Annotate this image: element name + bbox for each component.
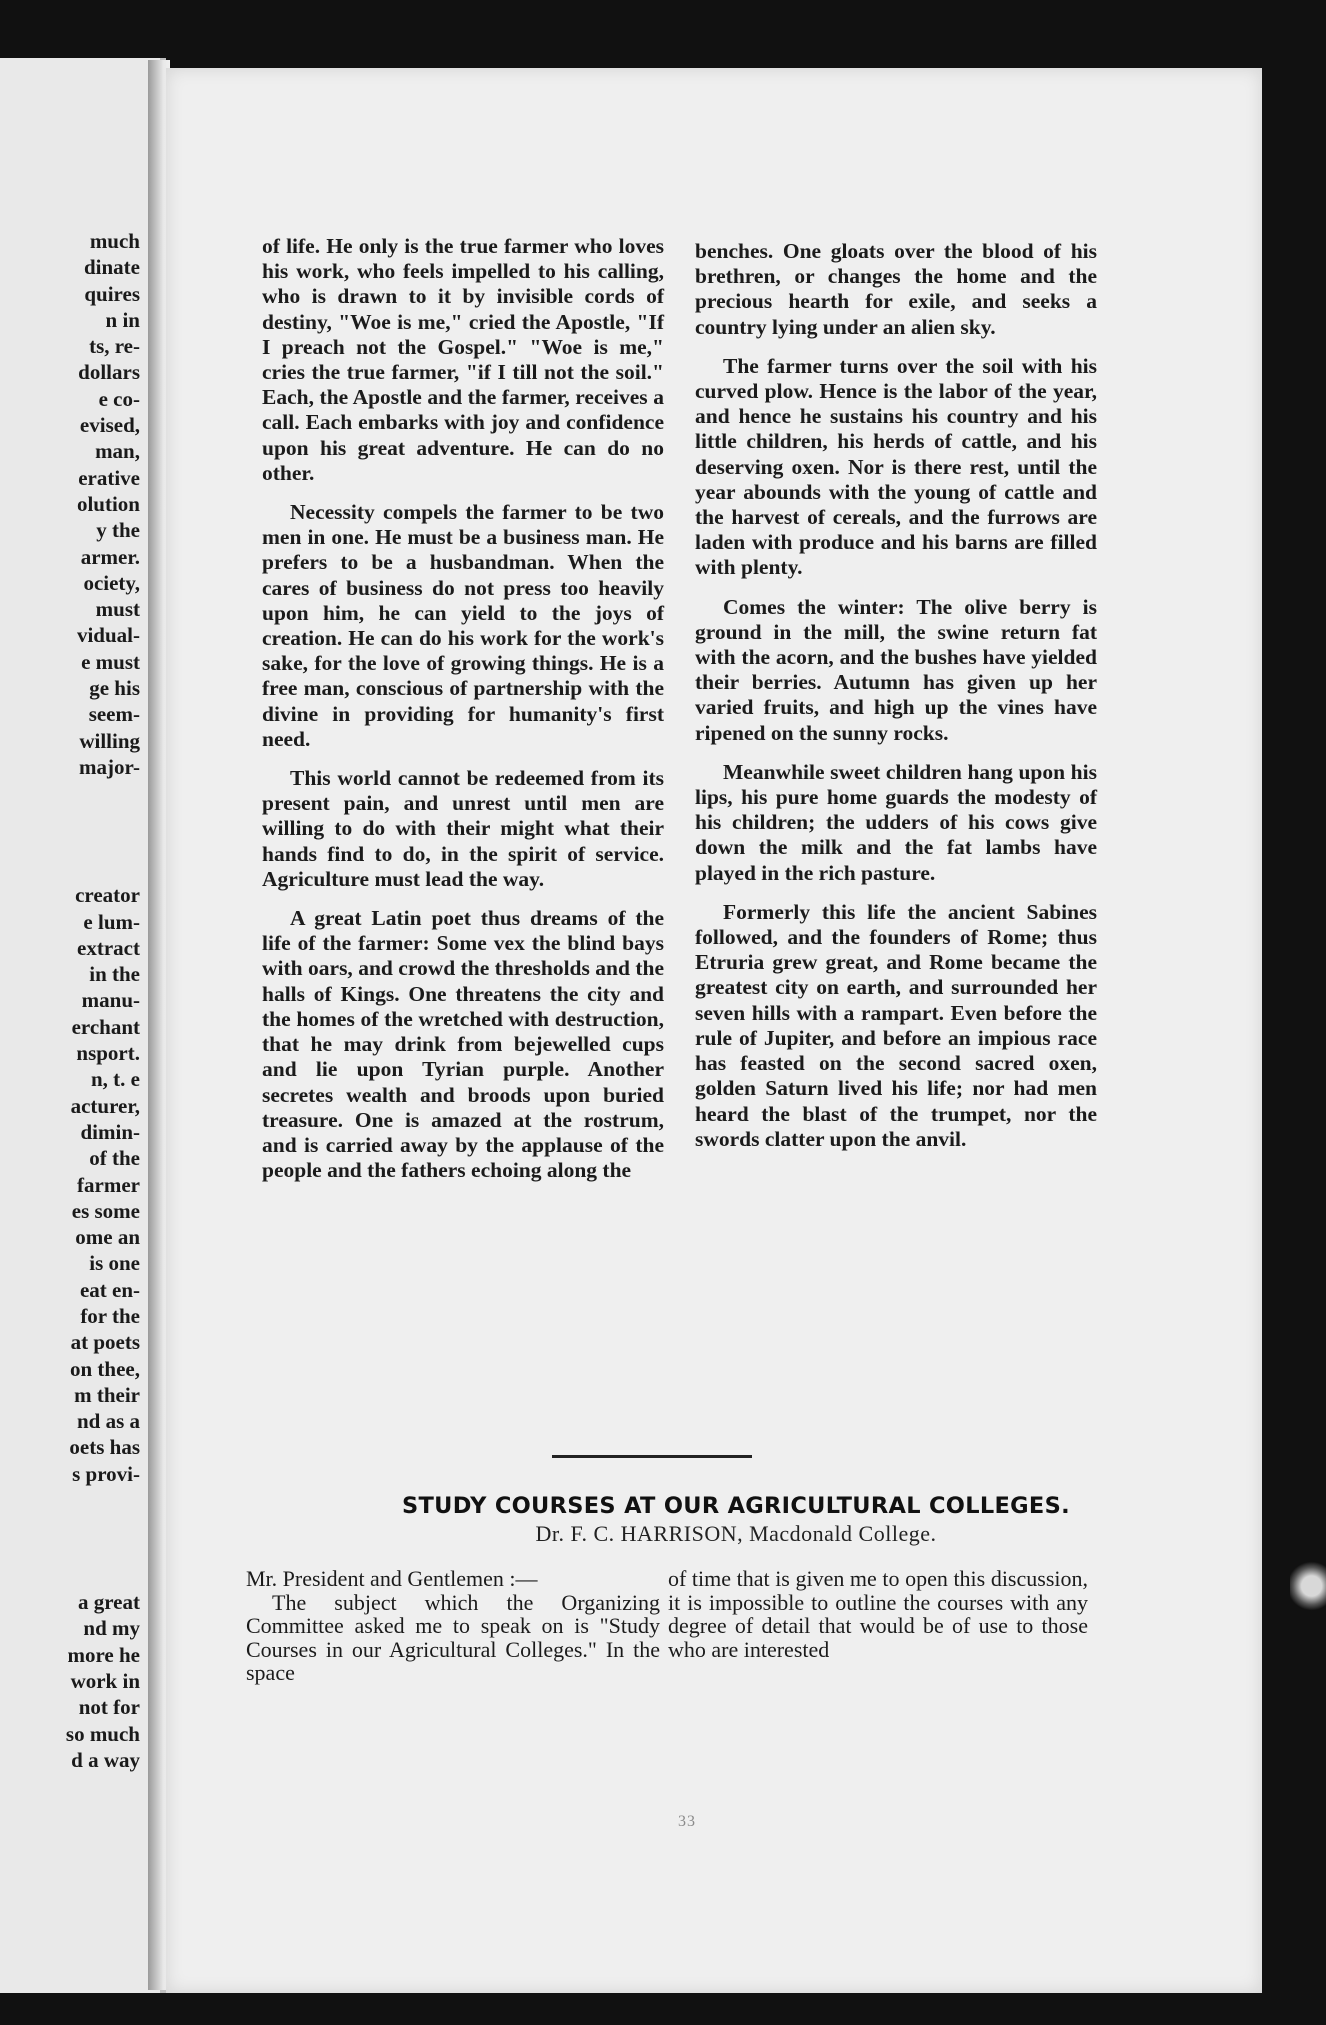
facing-page-line: e lum- [83, 909, 140, 934]
facing-page-line: vidual- [76, 623, 140, 648]
facing-page [0, 58, 166, 1993]
facing-page-line: quires [84, 281, 140, 306]
text-column-right [695, 239, 1097, 1166]
facing-page-line: in the [89, 962, 140, 987]
facing-page-line: ge his [89, 676, 140, 701]
text-column-left [262, 234, 664, 1197]
facing-page-line: n in [105, 307, 140, 332]
facing-page-line: creator [75, 883, 140, 908]
facing-page-line: evised, [79, 413, 140, 438]
facing-page-line: dollars [78, 360, 140, 385]
facing-page-line: erative [78, 465, 140, 490]
facing-page-line: eat en- [79, 1277, 140, 1302]
facing-page-line: for the [80, 1303, 140, 1328]
facing-page-line: more he [67, 1642, 140, 1667]
salutation: Mr. President and Gentlemen :— [246, 1566, 538, 1591]
facing-page-line: nsport. [76, 1041, 140, 1066]
facing-page-line: is one [89, 1251, 140, 1276]
facing-page-line: work in [70, 1668, 140, 1693]
main-page [166, 68, 1262, 1993]
facing-page-line: ts, re- [89, 334, 140, 359]
facing-page-line: of the [89, 1146, 140, 1171]
facing-page-line: erchant [71, 1014, 140, 1039]
scan-artifact [1290, 1560, 1326, 1612]
facing-page-line: not for [78, 1695, 140, 1720]
paragraph: Necessity compels the farmer to be two men in one. He must be a business man. He prefers to be a husbandman. When the cares of business do not press too heavily upon him, he can yield to the joys of creation. He can do his work for the work's sake, for the love of growing things. He is a free man, conscious of partnership with the divine in providing for humanity's first need. [262, 500, 664, 751]
facing-page-line: y the [96, 518, 140, 543]
facing-page-line: s provi- [72, 1461, 140, 1486]
facing-page-line: oets has [69, 1435, 140, 1460]
facing-page-line: es some [71, 1198, 140, 1223]
facing-page-line: dimin- [80, 1119, 140, 1144]
paragraph: of life. He only is the true farmer who loves his work, who feels impelled to his calling, who is drawn to it by invisible cords of destiny, "Woe is me," cried the Apostle, "If I preach not the Gospel." "Woe is me," cries the true farmer, "if I till not the soil." Each, the Apostle and the farmer, receives a call. Each embarks with joy and confidence upon his great adventure. He can do no other. [262, 234, 664, 485]
facing-page-line: so much [65, 1721, 140, 1746]
facing-page-line: seem- [88, 702, 140, 727]
facing-page-line: ociety, [83, 570, 140, 595]
facing-page-line: manu- [81, 988, 140, 1013]
paragraph: Comes the winter: The olive berry is ground in the mill, the swine return fat with the acorn, and the bushes have yielded their berries. Autumn has given up her varied fruits, and high up the vines have ripened on the sunny rocks. [695, 594, 1097, 745]
paragraph: Meanwhile sweet children hang upon his lips, his pure home guards the modesty of his children; the udders of his cows give down the milk and the fat lambs have played in the rich pasture. [695, 759, 1097, 885]
paragraph: benches. One gloats over the blood of his brethren, or changes the home and the precious hearth for exile, and seeks a country lying under an alien sky. [695, 239, 1097, 339]
paragraph: The farmer turns over the soil with his curved plow. Hence is the labor of the year, and hence he sustains his country and his little children, his herds of cattle, and his deserving oxen. Nor is there rest, until the year abounds with the young of cattle and the harvest of cereals, and the furrows are laden with produce and his barns are filled with plenty. [695, 353, 1097, 580]
paragraph-gap [0, 780, 140, 882]
facing-page-line: dinate [83, 255, 140, 280]
facing-page-line: acturer, [70, 1093, 140, 1118]
facing-page-line: on thee, [70, 1356, 140, 1381]
article-column-left [246, 1567, 660, 1685]
facing-page-line: n, t. e [91, 1067, 140, 1092]
facing-page-line: must [95, 597, 140, 622]
facing-page-line: man, [95, 439, 140, 464]
facing-page-line: willing [79, 728, 140, 753]
paragraph: A great Latin poet thus dreams of the life of the farmer: Some vex the blind bays with oars, and crowd the thresholds and the halls of Kings. One threatens the city and the homes of the wretched with destruction, that he may drink from bejewelled cups and lie upon Tyrian purple. Another secretes wealth and broods upon buried treasure. One is amazed at the rostrum, and is carried away by the applause of the people and the fathers echoing along the [262, 906, 664, 1183]
facing-page-line: nd as a [76, 1409, 140, 1434]
paragraph-gap [0, 1487, 140, 1589]
facing-page-line: e co- [98, 386, 140, 411]
page-number: 33 [678, 1813, 696, 1830]
article-author: Dr. F. C. HARRISON, Macdonald College. [535, 1521, 937, 1546]
facing-page-line: extract [77, 935, 140, 960]
facing-page-line: d a way [71, 1747, 140, 1772]
facing-page-line: olution [76, 491, 140, 516]
article-title: STUDY COURSES AT OUR AGRICULTURAL COLLEGES. [402, 1493, 1070, 1519]
facing-page-line: farmer [77, 1172, 140, 1197]
paragraph: This world cannot be redeemed from its present pain, and unrest until men are willing to do with their might what their hands find to do, in the spirit of service. Agriculture must lead the way. [262, 766, 664, 891]
section-divider [552, 1455, 752, 1458]
facing-page-line: m their [74, 1382, 140, 1407]
facing-page-line: much [89, 229, 140, 253]
facing-page-line: e must [81, 649, 140, 674]
article-header [226, 1493, 1246, 1547]
facing-page-line: a great [77, 1590, 140, 1615]
facing-page-line: ome an [75, 1225, 140, 1250]
paragraph: of time that is given me to open this discussion, it is impossible to outline the courses with any degree of detail that would be of use to those who are interested [668, 1566, 1088, 1662]
paragraph: Formerly this life the ancient Sabines followed, and the founders of Rome; thus Etruria grew great, and Rome became the greatest city on earth, and surrounded her seven hills with a rampart. Even before the rule of Jupiter, and before an impious race has feasted on the second sacred oxen, golden Saturn lived his life; nor had men heard the blast of the trumpet, nor the swords clatter upon the anvil. [695, 899, 1097, 1151]
facing-page-line: armer. [80, 544, 140, 569]
facing-page-line: at poets [70, 1330, 140, 1355]
facing-page-line: nd my [83, 1616, 140, 1641]
article-column-right [668, 1567, 1088, 1661]
facing-page-line: major- [78, 754, 140, 779]
paragraph: The subject which the Organizing Committee asked me to speak on is "Study Courses in our Agricultural Colleges." In the space [246, 1589, 660, 1685]
facing-page-text [0, 228, 140, 1773]
